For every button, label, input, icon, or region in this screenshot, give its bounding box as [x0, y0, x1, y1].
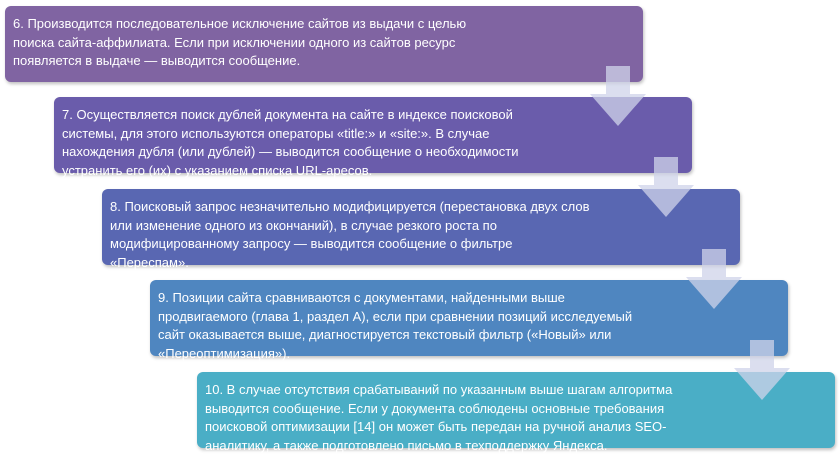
step-6-box: [5, 6, 643, 82]
down-arrow-icon: [732, 340, 792, 400]
step-7-text: 7. Осуществляется поиск дублей документа на сайте в индексе поисковой системы, для этого используются операторы «title:» и «site:». В случае нахождения дубля (или дублей) — выводится сообщение о необходимости устранить его (их) с указанием списка URL-аресов.: [62, 107, 519, 178]
down-arrow-icon: [684, 249, 744, 309]
step-6-text: 6. Производится последовательное исключение сайтов из выдачи с целью поиска сайта-аффилиата. Если при исключении одного из сайтов ресурс появляется в выдаче — выводится сообщение.: [13, 16, 467, 68]
step-9-text: 9. Позиции сайта сравниваются с документами, найденными выше продвигаемого (глава 1, раздел А), если при сравнении позиций исследуемый сайт оказывается выше, диагностируется текстовый фильтр («Новый» или «Переоптимизация»).: [158, 290, 633, 361]
down-arrow-icon: [636, 157, 696, 217]
down-arrow-icon: [588, 66, 648, 126]
step-10-text: 10. В случае отсутствия срабатываний по указанным выше шагам алгоритма выводится сообщение. Если у документа соблюдены основные требования поисковой оптимизации [14] он может быть передан на ручной анализ SEO-аналитику, а также подготовлено письмо в техподдержку Яндекса.: [205, 382, 673, 453]
step-8-text: 8. Поисковый запрос незначительно модифицируется (перестановка двух слов или изменение одного из окончаний), в случае резкого роста по модифицированному запросу — выводится сообщение о фильтре «Переспам».: [110, 199, 590, 270]
